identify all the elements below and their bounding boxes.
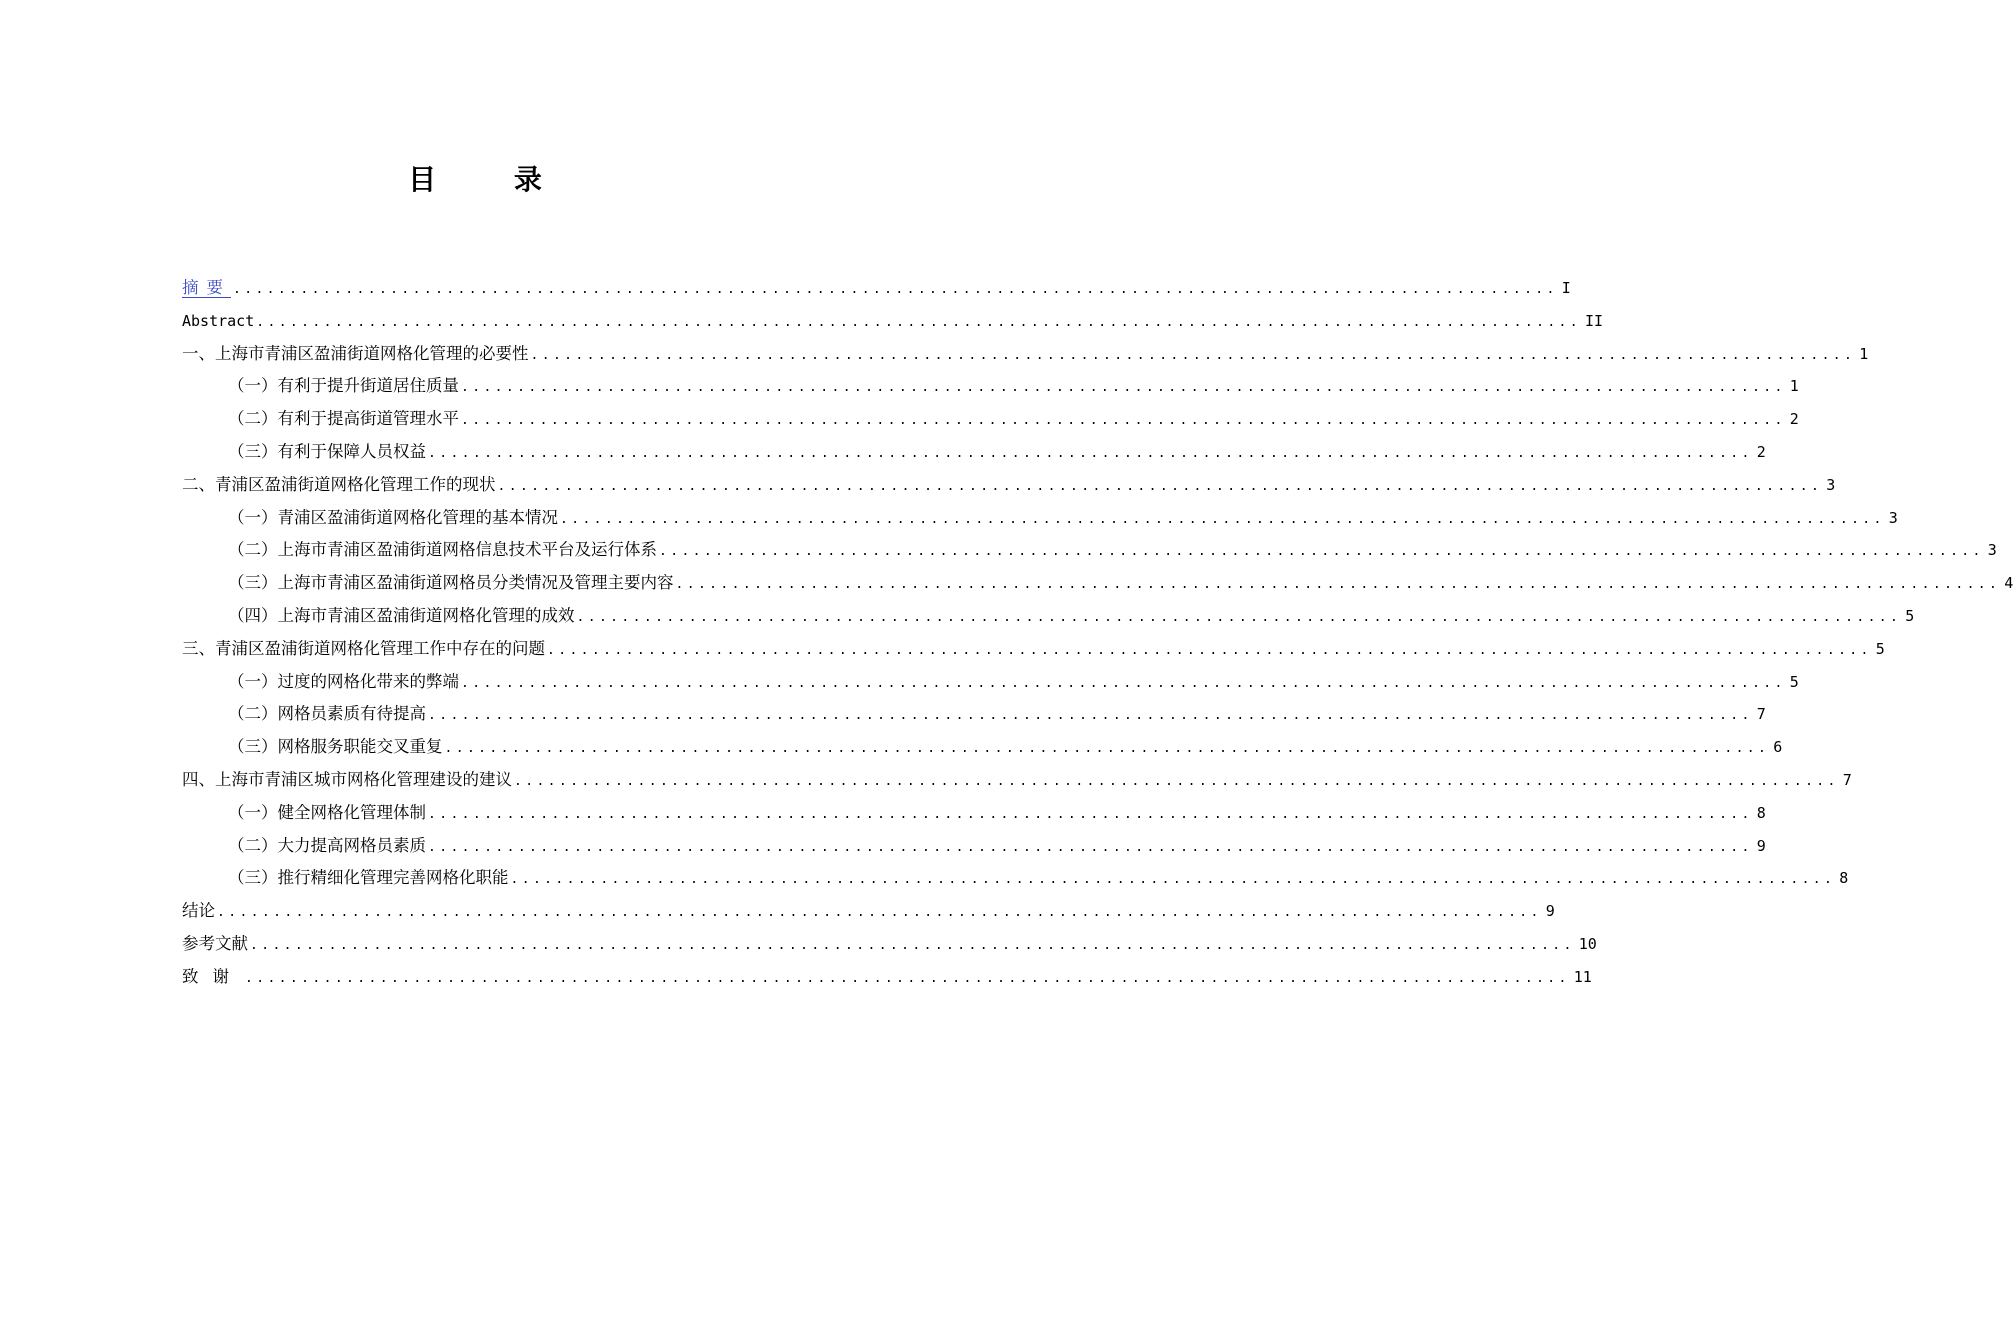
toc-entry-page: 7 bbox=[1756, 705, 1766, 724]
toc-leader-dots: ...................................................................................................................... bbox=[428, 708, 1753, 724]
toc-entry-label[interactable]: 摘要 bbox=[182, 278, 231, 297]
table-of-contents bbox=[182, 272, 2013, 994]
toc-leader-dots: ...................................................................................................................... bbox=[428, 445, 1753, 461]
toc-entry-section-1-3[interactable] bbox=[182, 436, 1766, 469]
toc-entry-label: 致谢 bbox=[182, 966, 243, 986]
toc-entry-section-1[interactable] bbox=[182, 338, 1869, 371]
toc-leader-dots: ...................................................................................................................... bbox=[233, 282, 1558, 297]
toc-entry-page: II bbox=[1585, 311, 1604, 330]
toc-entry-section-3-2[interactable] bbox=[182, 698, 1766, 731]
toc-entry-label: （四）上海市青浦区盈浦街道网格化管理的成效 bbox=[228, 605, 575, 625]
toc-leader-dots: ...................................................................................................................... bbox=[428, 839, 1753, 855]
toc-entry-page: 11 bbox=[1573, 967, 1592, 986]
toc-entry-page: 7 bbox=[1842, 770, 1852, 789]
toc-entry-page: 5 bbox=[1905, 606, 1915, 625]
toc-entry-section-3[interactable] bbox=[182, 633, 1885, 666]
toc-leader-dots: ...................................................................................................................... bbox=[245, 970, 1570, 986]
toc-leader-dots: ...................................................................................................................... bbox=[560, 511, 1885, 527]
toc-entry-label: 三、青浦区盈浦街道网格化管理工作中存在的问题 bbox=[182, 638, 545, 658]
toc-leader-dots: ...................................................................................................................... bbox=[514, 773, 1839, 789]
toc-entry-page: 10 bbox=[1578, 934, 1597, 953]
toc-entry-page: 6 bbox=[1773, 738, 1783, 757]
toc-entry-label: （一）有利于提升街道居住质量 bbox=[228, 376, 459, 396]
toc-entry-page: 3 bbox=[1987, 541, 1997, 560]
toc-entry-conclusion[interactable] bbox=[182, 895, 1555, 928]
toc-entry-label: （二）有利于提高街道管理水平 bbox=[228, 409, 459, 429]
toc-leader-dots: ...................................................................................................................... bbox=[461, 413, 1786, 429]
toc-entry-page: 3 bbox=[1888, 508, 1898, 527]
toc-entry-label: （三）有利于保障人员权益 bbox=[228, 441, 426, 461]
toc-leader-dots: ...................................................................................................................... bbox=[675, 577, 2001, 593]
toc-entry-page: I bbox=[1561, 279, 1571, 297]
toc-entry-page: 1 bbox=[1789, 377, 1799, 396]
toc-leader-dots: ...................................................................................................................... bbox=[444, 741, 1770, 757]
toc-leader-dots: ...................................................................................................................... bbox=[530, 347, 1856, 363]
page-title: 目 录 bbox=[408, 163, 576, 196]
toc-entry-section-3-1[interactable] bbox=[182, 666, 1799, 699]
toc-entry-page: 5 bbox=[1789, 672, 1799, 691]
toc-entry-section-1-1[interactable] bbox=[182, 370, 1799, 403]
toc-entry-section-2-3[interactable] bbox=[182, 567, 2013, 600]
toc-entry-section-2[interactable] bbox=[182, 469, 1836, 502]
toc-entry-section-2-4[interactable] bbox=[182, 600, 1915, 633]
toc-leader-dots: ...................................................................................................................... bbox=[217, 905, 1542, 921]
toc-entry-label: 参考文献 bbox=[182, 933, 248, 953]
toc-leader-dots: ...................................................................................................................... bbox=[659, 544, 1984, 560]
toc-entry-references[interactable] bbox=[182, 928, 1597, 961]
toc-entry-label: （三）推行精细化管理完善网格化职能 bbox=[228, 868, 509, 888]
toc-entry-label: （二）上海市青浦区盈浦街道网格信息技术平台及运行体系 bbox=[228, 540, 657, 560]
toc-entry-abstract-cn[interactable] bbox=[182, 272, 1571, 305]
toc-entry-section-2-1[interactable] bbox=[182, 502, 1898, 535]
toc-entry-label: （二）大力提高网格员素质 bbox=[228, 835, 426, 855]
toc-entry-page: 3 bbox=[1826, 475, 1836, 494]
toc-entry-section-4-2[interactable] bbox=[182, 830, 1766, 863]
toc-entry-section-3-3[interactable] bbox=[182, 731, 1783, 764]
toc-entry-section-1-2[interactable] bbox=[182, 403, 1799, 436]
toc-entry-page: 5 bbox=[1875, 639, 1885, 658]
toc-leader-dots: ...................................................................................................................... bbox=[547, 642, 1872, 658]
toc-entry-label: （一）健全网格化管理体制 bbox=[228, 802, 426, 822]
toc-entry-section-4[interactable] bbox=[182, 764, 1852, 797]
toc-entry-page: 9 bbox=[1545, 902, 1555, 921]
toc-entry-label: （三）网格服务职能交叉重复 bbox=[228, 737, 443, 757]
toc-leader-dots: ...................................................................................................................... bbox=[576, 609, 1902, 625]
toc-entry-section-2-2[interactable] bbox=[182, 534, 1997, 567]
toc-entry-section-4-1[interactable] bbox=[182, 797, 1766, 830]
toc-entry-label: 一、上海市青浦区盈浦街道网格化管理的必要性 bbox=[182, 343, 529, 363]
toc-entry-page: 8 bbox=[1756, 803, 1766, 822]
toc-entry-label: 四、上海市青浦区城市网格化管理建设的建议 bbox=[182, 769, 512, 789]
toc-entry-page: 2 bbox=[1756, 442, 1766, 461]
toc-entry-page: 8 bbox=[1839, 869, 1849, 888]
toc-leader-dots: ...................................................................................................................... bbox=[461, 675, 1786, 691]
toc-entry-label: （一）青浦区盈浦街道网格化管理的基本情况 bbox=[228, 507, 558, 527]
toc-entry-label: （二）网格员素质有待提高 bbox=[228, 704, 426, 724]
toc-entry-page: 9 bbox=[1756, 836, 1766, 855]
toc-leader-dots: ...................................................................................................................... bbox=[510, 872, 1836, 888]
toc-entry-label: （一）过度的网格化带来的弊端 bbox=[228, 671, 459, 691]
toc-leader-dots: ...................................................................................................................... bbox=[256, 314, 1581, 330]
toc-entry-page: 4 bbox=[2004, 574, 2013, 593]
toc-entry-page: 2 bbox=[1789, 410, 1799, 429]
toc-entry-page: 1 bbox=[1859, 344, 1869, 363]
toc-entry-label: Abstract bbox=[182, 311, 255, 330]
toc-entry-section-4-3[interactable] bbox=[182, 862, 1849, 895]
toc-entry-label: 二、青浦区盈浦街道网格化管理工作的现状 bbox=[182, 474, 496, 494]
toc-entry-label: 结论 bbox=[182, 901, 215, 921]
toc-leader-dots: ...................................................................................................................... bbox=[250, 937, 1575, 953]
toc-leader-dots: ...................................................................................................................... bbox=[428, 806, 1753, 822]
toc-entry-acknowledgements[interactable] bbox=[182, 961, 1592, 994]
toc-leader-dots: ...................................................................................................................... bbox=[497, 478, 1823, 494]
toc-entry-abstract-en[interactable] bbox=[182, 305, 1604, 338]
toc-leader-dots: ...................................................................................................................... bbox=[461, 380, 1786, 396]
toc-entry-label: （三）上海市青浦区盈浦街道网格员分类情况及管理主要内容 bbox=[228, 573, 674, 593]
